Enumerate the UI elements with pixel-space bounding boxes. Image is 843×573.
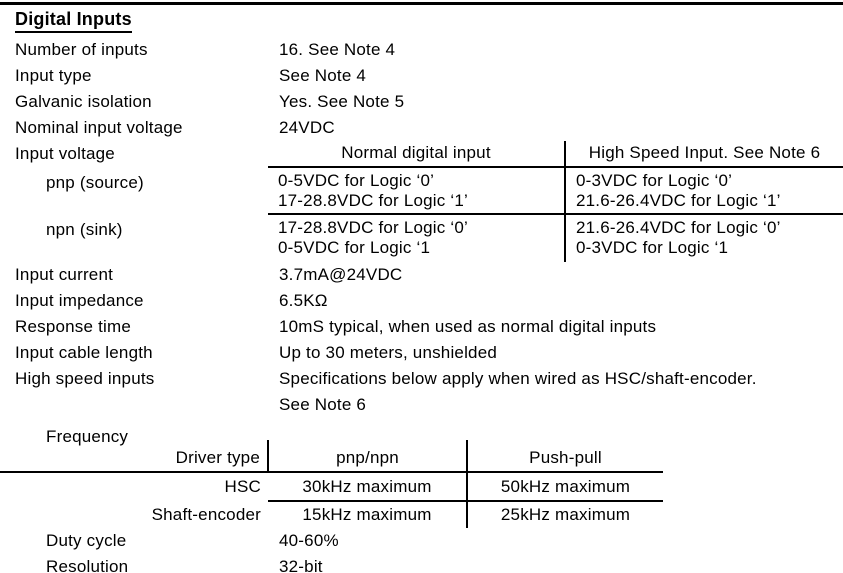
- cell-shaft-encoder-push-pull: 25kHz maximum: [467, 501, 663, 528]
- cell-line: 21.6-26.4VDC for Logic ‘1’: [576, 190, 781, 210]
- spec-row-input-impedance: [0, 288, 843, 314]
- spec-label: Input cable length: [15, 343, 153, 362]
- frequency-label: Frequency: [46, 427, 129, 446]
- spec-row-input-cable-length: [0, 340, 843, 366]
- cell-npn-normal: [268, 214, 565, 262]
- frequency-row-hsc: [0, 472, 663, 501]
- column-header-driver-type: Driver type: [0, 440, 268, 472]
- heading-row: [0, 8, 843, 37]
- cell-line: 0-3VDC for Logic ‘0’: [576, 171, 733, 190]
- row-label-hsc: HSC: [224, 477, 261, 496]
- cell-hsc-push-pull: 50kHz maximum: [467, 472, 663, 501]
- input-voltage-header-row: [0, 141, 843, 167]
- row-label-shaft-encoder: Shaft-encoder: [151, 504, 261, 524]
- cell-pnp-normal: [268, 167, 565, 214]
- cell-line: 0-3VDC for Logic ‘1: [576, 237, 729, 257]
- spec-row-input-current: [0, 262, 843, 288]
- spec-label: Nominal input voltage: [15, 118, 183, 137]
- spec-value: 10mS typical, when used as normal digital inputs: [279, 317, 657, 336]
- spec-label: Duty cycle: [46, 531, 127, 550]
- spec-label: Response time: [15, 317, 131, 336]
- value-line: See Note 6: [279, 395, 367, 414]
- spec-row-high-speed-inputs: [0, 366, 843, 418]
- spec-row-galvanic-isolation: [0, 89, 843, 115]
- spec-value: 3.7mA@24VDC: [279, 265, 403, 284]
- spec-label: High speed inputs: [15, 369, 155, 388]
- spec-label: Input current: [15, 265, 114, 284]
- spec-row-response-time: [0, 314, 843, 340]
- spec-label: Number of inputs: [15, 40, 148, 59]
- frequency-row-shaft-encoder: [0, 501, 663, 528]
- cell-pnp-high-speed: [565, 167, 843, 214]
- spec-label: Galvanic isolation: [15, 92, 152, 111]
- spec-value: Up to 30 meters, unshielded: [279, 343, 498, 362]
- spec-label: Input voltage: [15, 144, 115, 163]
- input-voltage-row-npn: [0, 214, 843, 262]
- row-label-pnp-source: pnp (source): [46, 173, 144, 192]
- spec-label: Input type: [15, 66, 92, 85]
- spec-value: Yes. See Note 5: [279, 92, 405, 111]
- spec-value: See Note 4: [279, 66, 367, 85]
- spec-value: 24VDC: [279, 118, 335, 137]
- top-rule: [0, 2, 843, 5]
- spec-row-number-of-inputs: [0, 37, 843, 63]
- column-header-push-pull: Push-pull: [467, 440, 663, 472]
- spec-label: Input impedance: [15, 291, 144, 310]
- input-voltage-row-pnp: [0, 167, 843, 214]
- column-header-pnp-npn: pnp/npn: [268, 440, 467, 472]
- cell-line: 0-5VDC for Logic ‘0’: [278, 171, 435, 190]
- cell-line: 17-28.8VDC for Logic ‘1’: [278, 190, 469, 210]
- cell-line: 17-28.8VDC for Logic ‘0’: [278, 218, 469, 237]
- row-label-npn-sink: npn (sink): [46, 220, 123, 239]
- cell-npn-high-speed: [565, 214, 843, 262]
- spec-value: 32-bit: [279, 557, 323, 573]
- spec-value: 40-60%: [279, 531, 339, 550]
- page-title: Digital Inputs: [15, 8, 132, 33]
- spec-row-resolution: [0, 554, 843, 573]
- cell-hsc-pnp-npn: 30kHz maximum: [268, 472, 467, 501]
- column-header-normal-digital-input: Normal digital input: [268, 141, 565, 167]
- spec-row-duty-cycle: [0, 528, 843, 554]
- cell-shaft-encoder-pnp-npn: 15kHz maximum: [302, 505, 432, 524]
- spec-label: Resolution: [46, 557, 129, 573]
- spec-row-input-type: [0, 63, 843, 89]
- cell-line: 21.6-26.4VDC for Logic ‘0’: [576, 218, 781, 237]
- spec-value: 16. See Note 4: [279, 40, 396, 59]
- spec-value: 6.5KΩ: [279, 291, 328, 310]
- value-line: Specifications below apply when wired as HSC/shaft-encoder.: [279, 369, 757, 388]
- spec-row-nominal-input-voltage: [0, 115, 843, 141]
- input-voltage-table: [0, 141, 843, 262]
- frequency-table: [0, 440, 663, 528]
- spec-value: [279, 366, 843, 418]
- cell-line: 0-5VDC for Logic ‘1: [278, 237, 431, 257]
- column-header-high-speed-input: High Speed Input. See Note 6: [565, 141, 843, 167]
